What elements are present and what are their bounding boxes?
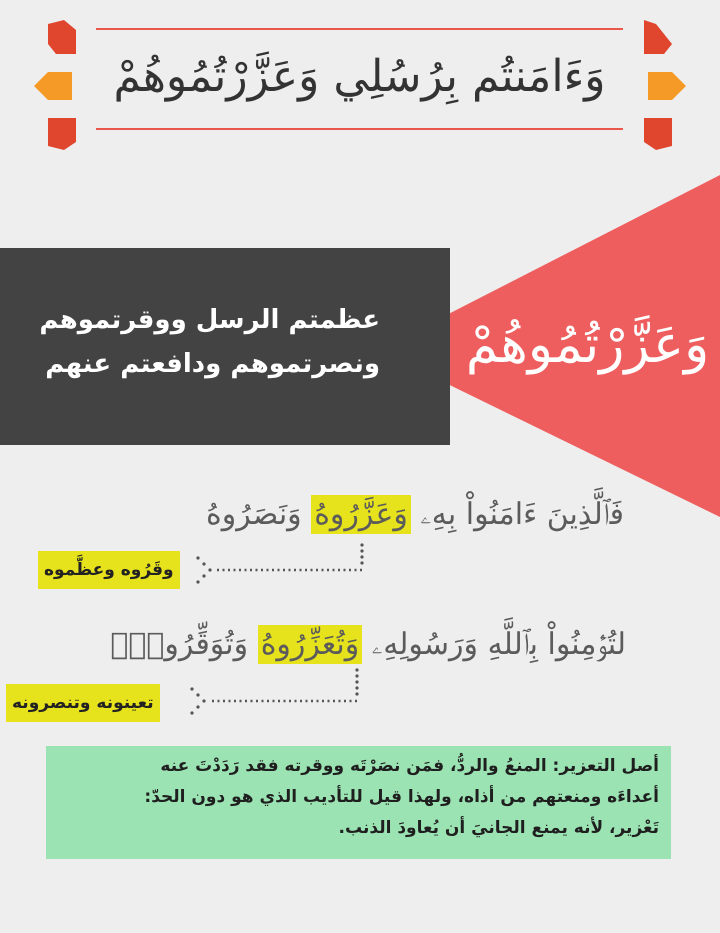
verse-2-before: لتُؤۡمِنُواْ بِٱللَّهِ وَرَسُولِهِۦ (371, 627, 626, 662)
highlight-word: وَعَزَّرْتُمُوهُمْ (465, 315, 710, 375)
definition-line-1: عظمتم الرسل ووقرتموهم (39, 305, 380, 335)
header-title: وَءَامَنتُم بِرُسُلِي وَعَزَّرْتُمُوهُمْ (113, 51, 606, 102)
verse-2-highlight: وَتُعَزِّرُوهُ (258, 625, 363, 664)
connector-1-arrow (196, 556, 211, 583)
connector-2-arrow (190, 687, 205, 714)
verse-1-after: وَنَصَرُوهُ (206, 497, 302, 532)
etymology-note (46, 746, 671, 859)
verse-1 (206, 490, 624, 540)
verse-2-after: وَتُوَقِّرُوهُۚ (110, 627, 249, 662)
verse-1-highlight: وَعَزَّرُوهُ (311, 495, 411, 534)
verse-2 (110, 620, 626, 670)
note-line-3: تَعْزير، لأنه يمنع الجانيَ أن يُعاودَ الذنب. (338, 818, 659, 838)
verse-1-gloss: وقَرُوه وعظَّموه (38, 551, 180, 589)
note-line-1: أصل التعزير: المنعُ والردُّ، فمَن نصَرْتَه ووقرته فقد رَدَدْتَ عنه (160, 756, 659, 776)
definition-line-2: ونصرتموهم ودافعتم عنهم (45, 349, 380, 379)
note-line-2: أعداءَه ومنعتهم من أذاه، ولهذا قيل للتأديب الذي هو دون الحدّ: (144, 787, 659, 807)
verse-2-gloss: تعينونه وتنصرونه (6, 684, 160, 722)
verse-1-before: فَٱلَّذِينَ ءَامَنُواْ بِهِۦ (420, 497, 624, 532)
